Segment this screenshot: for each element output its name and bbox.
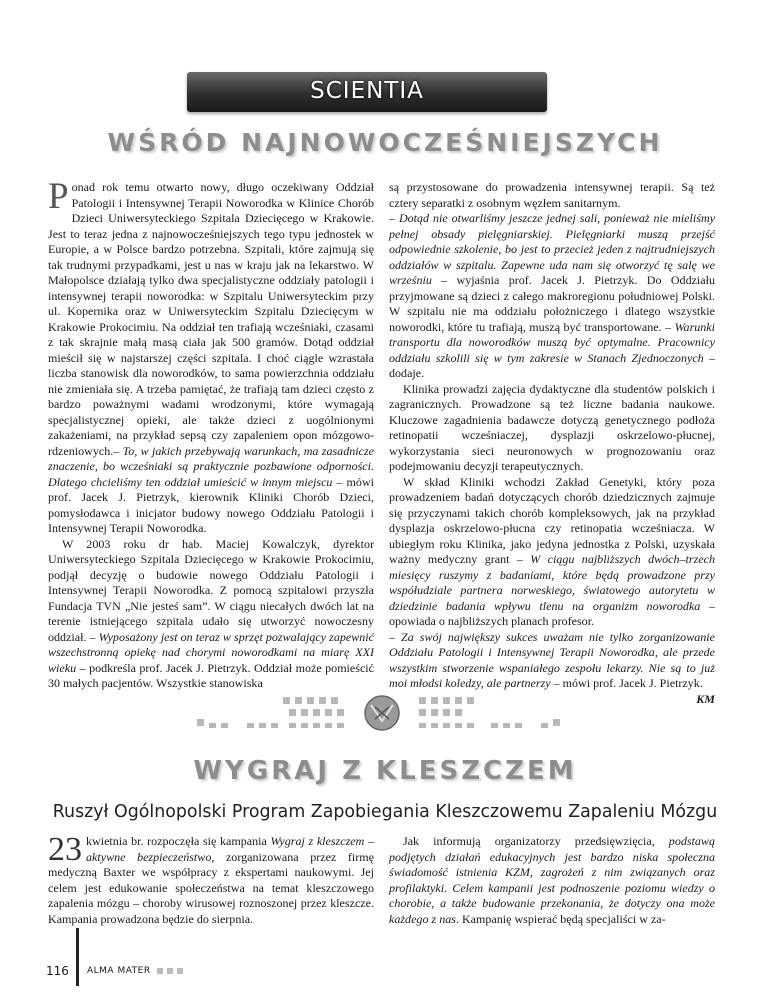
article1-paragraph: Klinika prowadzi zajęcia dydaktyczne dla studentów polskich i zagranicznych. Prowadzone są też liczne badania naukowe. Kluczowe zagadnienia badawcze dotyczą genetycznego podłoża retinopatii wcześniaczej, dysplazji oskrzelowo-płucnej, wykorzystania sieci neuronowych w prognozowaniu oraz podejmowaniu decyzji terapeutycznych. <box>389 381 715 473</box>
article2-subtitle: Ruszył Ogólnopolski Program Zapobiegania Kleszczowemu Zapaleniu Mózgu <box>52 802 718 822</box>
author-signature: KM <box>696 691 715 706</box>
article2-title: WYGRAJ Z KLESZCZEM <box>193 756 577 786</box>
section-banner-label: SCIENTIA <box>310 78 424 104</box>
article1-paragraph: Ponad rok temu otwarto nowy, długo oczekiwany Oddział Patologii i Intensywnej Terapii Noworodka w Klinice Chorób Dzieci Uniwersyteckiego Szpitala Dziecięcego w Krakowie. Jest to teraz jedna z najnowocześniejszych tego typu jednostek w Europie, a w Polsce bardzo potrzebna. Szpitali, które zajmują się tak trudnymi przypadkami, jest u nas w kraju jak na lekarstwo. W Małopolsce działają tylko dwa specjalistyczne oddziały patologii i intensywnej terapii noworodka: w Szpitalu Uniwersyteckim przy ul. Kopernika oraz w Uniwersyteckim Szpitalu Dziecięcym w Krakowie Prokocimiu. Na oddział ten trafiają wcześniaki, czasami z tak skrajnie małą masą ciała jak 500 gramów. Dotąd oddział mieścił się w najstarszej części szpitala. I choć ciągle wzrastała liczba stanowisk dla noworodków, to sama powierzchnia oddziału nie zmieniała się. A trzeba pamiętać, że trafiają tam dzieci często z bardzo poważnymi wadami wrodzonymi, które wymagają specjalistycznej opieki, ale także dzieci z uogólnionymi zakażeniami, na przykład sepsą czy zapaleniem opon mózgowo-rdzeniowych.– To, w jakich przebywają warunkach, ma zasadnicze znaczenie, bo wcześniaki są praktycznie pozbawione odporności. Dlatego chcieliśmy ten oddział umieścić w innym miejscu – mówi prof. Jacek J. Pietrzyk, kierownik Kliniki Chorób Dzieci, pomysłodawca i inicjator budowy nowego Oddziału Patologii i Intensywnej Terapii Noworodka. <box>48 176 374 535</box>
university-emblem-icon <box>365 696 399 730</box>
ornament-divider <box>185 685 585 745</box>
footer-square <box>157 968 163 974</box>
article2-paragraph: Jak informują organizatorzy przedsięwzięcia, podstawą podjętych działań edukacyjnych jest bardzo niska społeczna świadomość istnienia KZM, zagrożeń z nim związanych oraz profilaktyki. Celem kampanii jest podnoszenie poziomu wiedzy o chorobie, a także budowanie przekonania, że dotyczy ona może każdego z nas. Kampanię wspierać będą specjaliści w za- <box>389 834 715 926</box>
article1-paragraph: są przystosowane do prowadzenia intensywnej terapii. Są też cztery separatki z osobnym węzłem sanitarnym. <box>389 180 715 210</box>
article2-left-column <box>48 831 374 927</box>
drop-cap: P <box>48 176 69 217</box>
footer-square <box>167 968 173 974</box>
section-banner <box>187 72 547 112</box>
magazine-name: ALMA MATER <box>87 966 151 976</box>
article2-paragraph: 23 kwietnia br. rozpoczęła się kampania Wygraj z kleszczem – aktywne bezpieczeństwo, zorganizowana przez firmę medyczną Baxter we współpracy z ekspertami naukowymi. Jej celem jest edukowanie społeczeństwa na temat kleszczowego zapalenia mózgu – choroby wirusowej roznoszonej przez kleszcze. Kampania prowadzona będzie do sierpnia. <box>48 831 374 926</box>
drop-number: 23 <box>48 831 82 868</box>
footer-square <box>177 968 183 974</box>
article1-paragraph: – Za swój największy sukces uważam nie tylko zorganizowanie Oddziału Patologii i Intensywnej Terapii Noworodka, ale przede wszystkim stworzenie wspaniałego zespołu lekarzy. Nie są to już moi młodsi koledzy, ale partnerzy – mówi prof. Jacek J. Pietrzyk. <box>389 629 715 690</box>
article1-title: WŚRÓD NAJNOWOCZEŚNIEJSZYCH <box>107 128 663 157</box>
article1-paragraph: W skład Kliniki wchodzi Zakład Genetyki, który poza prowadzeniem badań dotyczących chorób dziedzicznych zajmuje się przyczynami takich chorób kompleksowych, jak na przykład dysplazja oskrzelowo-płucna czy retinopatia wcześniacza. W ubiegłym roku Klinika, jako jedyna jednostka z Polski, uzyskała ważny medyczny grant – W ciągu najbliższych dwóch–trzech miesięcy ruszymy z badaniami, które będą prowadzone przy współudziale partnera norweskiego, światowego autorytetu w dziedzinie badania wpływu tlenu na organizm noworodka – opowiada o najbliższych planach profesor. <box>389 474 715 628</box>
article2-right-column <box>389 834 715 927</box>
article1-paragraph: – Dotąd nie otwarliśmy jeszcze jednej sali, ponieważ nie mieliśmy pełnej obsady pielęgniarskiej. Pielęgniarki muszą przejść odpowiednie szkolenie, bo jest to przecież jeden z najtrudniejszych oddziałów w szpitalu. Zapewne uda nam się otworzyć tę salę we wrześniu – wyjaśnia prof. Jacek J. Pietrzyk. Do Oddziału przyjmowane są dzieci z całego makroregionu południowej Polski. W szpitalu nie ma oddziału położniczego i dlatego wszystkie noworodki, które tu trafiają, muszą być transportowane. – Warunki transportu dla noworodków muszą być optymalne. Pracownicy oddziału szkolili się w tym zakresie w Stanach Zjednoczonych – dodaje. <box>389 211 715 380</box>
page-number: 116 <box>46 964 69 978</box>
article1-paragraph: W 2003 roku dr hab. Maciej Kowalczyk, dyrektor Uniwersyteckiego Szpitala Dziecięcego w Krakowie Prokocimiu, podjął decyzję o budowie nowego Oddziału Patologii i Intensywnej Terapii Noworodka. Z pomocą szpitalowi przyszła Fundacja TVN „Nie jesteś sam”. W ciągu niecałych dwóch lat na terenie istniejącego szpitala udało się utworzyć nowoczesny oddział. – Wyposażony jest on teraz w sprzęt pozwalający zapewnić wszechstronną opiekę nad chorymi noworodkami na miarę XXI wieku – podkreśla prof. Jacek J. Pietrzyk. Oddział może pomieścić 30 małych pacjentów. Wszystkie stanowiska <box>48 536 374 690</box>
article1-right-column <box>389 180 715 707</box>
article1-left-column <box>48 176 374 692</box>
footer-divider <box>76 928 79 986</box>
